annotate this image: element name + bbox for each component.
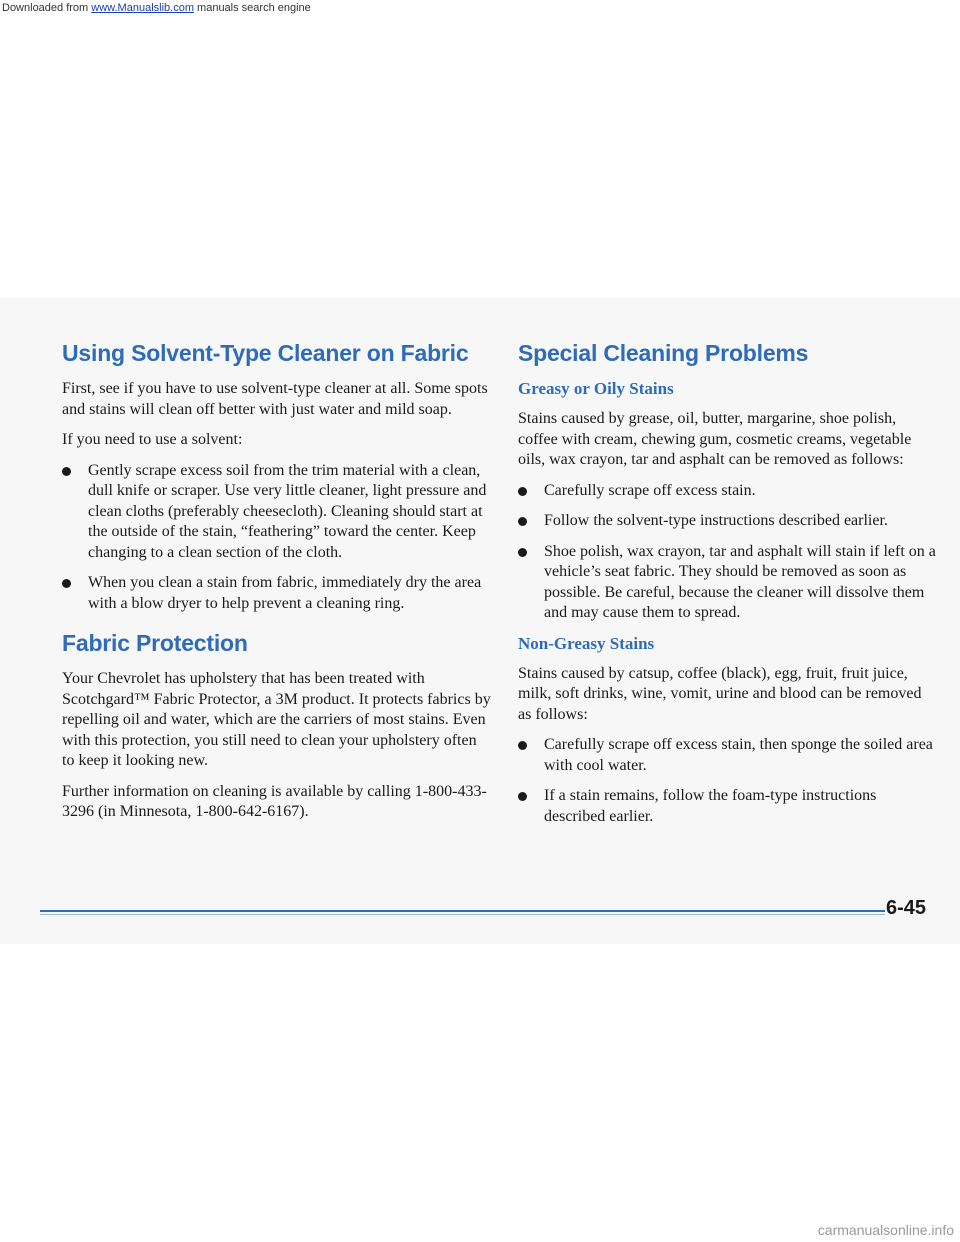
solvent-intro: First, see if you have to use solvent-type cleaner at all. Some spots and stains will clean off better with just water and mild soap. (62, 380, 488, 418)
list-item-text: Carefully scrape off excess stain, then sponge the soiled area with cool water. (544, 736, 933, 774)
page-number: 6-45 (886, 897, 927, 919)
bullet-icon (518, 517, 527, 526)
banner-prefix: Downloaded from (2, 2, 92, 14)
solvent-cleaner-heading: Using Solvent-Type Cleaner on Fabric (62, 340, 469, 366)
list-item (518, 511, 938, 532)
bullet-icon (518, 548, 527, 557)
download-banner (2, 2, 311, 14)
non-greasy-intro: Stains caused by catsup, coffee (black), egg, fruit, fruit juice, milk, soft drinks, wine, vomit, urine and blood can be removed as follows: (518, 664, 922, 723)
special-cleaning-heading: Special Cleaning Problems (518, 340, 809, 366)
list-item-text: Gently scrape excess soil from the trim material with a clean, dull knife or scraper. Use very little cleaner, light pressure and clean cloths (preferably cheesecloth). Cleaning should start at the outside of the stain, “feathering” toward the center. Keep changing to a clean section of the cloth. (88, 461, 487, 561)
greasy-steps-list (518, 481, 938, 624)
list-item (518, 481, 938, 502)
list-item-text: Shoe polish, wax crayon, tar and asphalt will stain if left on a vehicle’s seat fabric. They should be removed as soon as possible. Be careful, because the cleaner will dissolve them and may cause them to spread. (544, 542, 936, 621)
list-item-text: When you clean a stain from fabric, immediately dry the area with a blow dryer to help prevent a cleaning ring. (88, 574, 482, 612)
list-item (518, 735, 938, 776)
list-item (62, 461, 492, 564)
non-greasy-steps-list (518, 735, 938, 827)
banner-suffix: manuals search engine (193, 2, 311, 14)
bullet-icon (518, 741, 527, 750)
list-item (518, 786, 938, 827)
bullet-icon (62, 467, 71, 476)
solvent-lead: If you need to use a solvent: (62, 431, 243, 448)
right-column (518, 340, 938, 837)
fabric-protection-paragraph: Your Chevrolet has upholstery that has been treated with Scotchgard™ Fabric Protector, a 3M product. It protects fabrics by repelling oil and water, which are the carriers of most stains. Even with this protection, you still need to clean your upholstery often to keep it looking new. (62, 670, 491, 769)
list-item-text: Carefully scrape off excess stain. (544, 481, 756, 499)
footer-rule-thin (40, 914, 885, 915)
solvent-steps-list (62, 461, 492, 615)
bullet-icon (518, 487, 527, 496)
footer-rule-thick (40, 910, 885, 912)
list-item-text: If a stain remains, follow the foam-type instructions described earlier. (544, 787, 877, 825)
list-item-text: Follow the solvent-type instructions described earlier. (544, 512, 888, 529)
greasy-stains-heading: Greasy or Oily Stains (518, 379, 674, 398)
fabric-protection-heading: Fabric Protection (62, 630, 248, 656)
left-column (62, 340, 492, 833)
cleaning-info-paragraph: Further information on cleaning is available by calling 1-800-433-3296 (in Minnesota, 1-800-642-6167). (62, 782, 487, 820)
watermark-text: carmanualsonline.info (817, 1222, 954, 1238)
bullet-icon (518, 792, 527, 801)
manualslib-link[interactable]: www.Manualslib.com (91, 2, 194, 14)
list-item (518, 542, 938, 624)
non-greasy-stains-heading: Non-Greasy Stains (518, 633, 655, 653)
list-item (62, 573, 492, 614)
greasy-intro: Stains caused by grease, oil, butter, margarine, shoe polish, coffee with cream, chewing gum, cosmetic creams, vegetable oils, wax crayon, tar and asphalt can be removed as follows: (518, 410, 912, 468)
bullet-icon (62, 579, 71, 588)
footer-rule (40, 910, 885, 916)
